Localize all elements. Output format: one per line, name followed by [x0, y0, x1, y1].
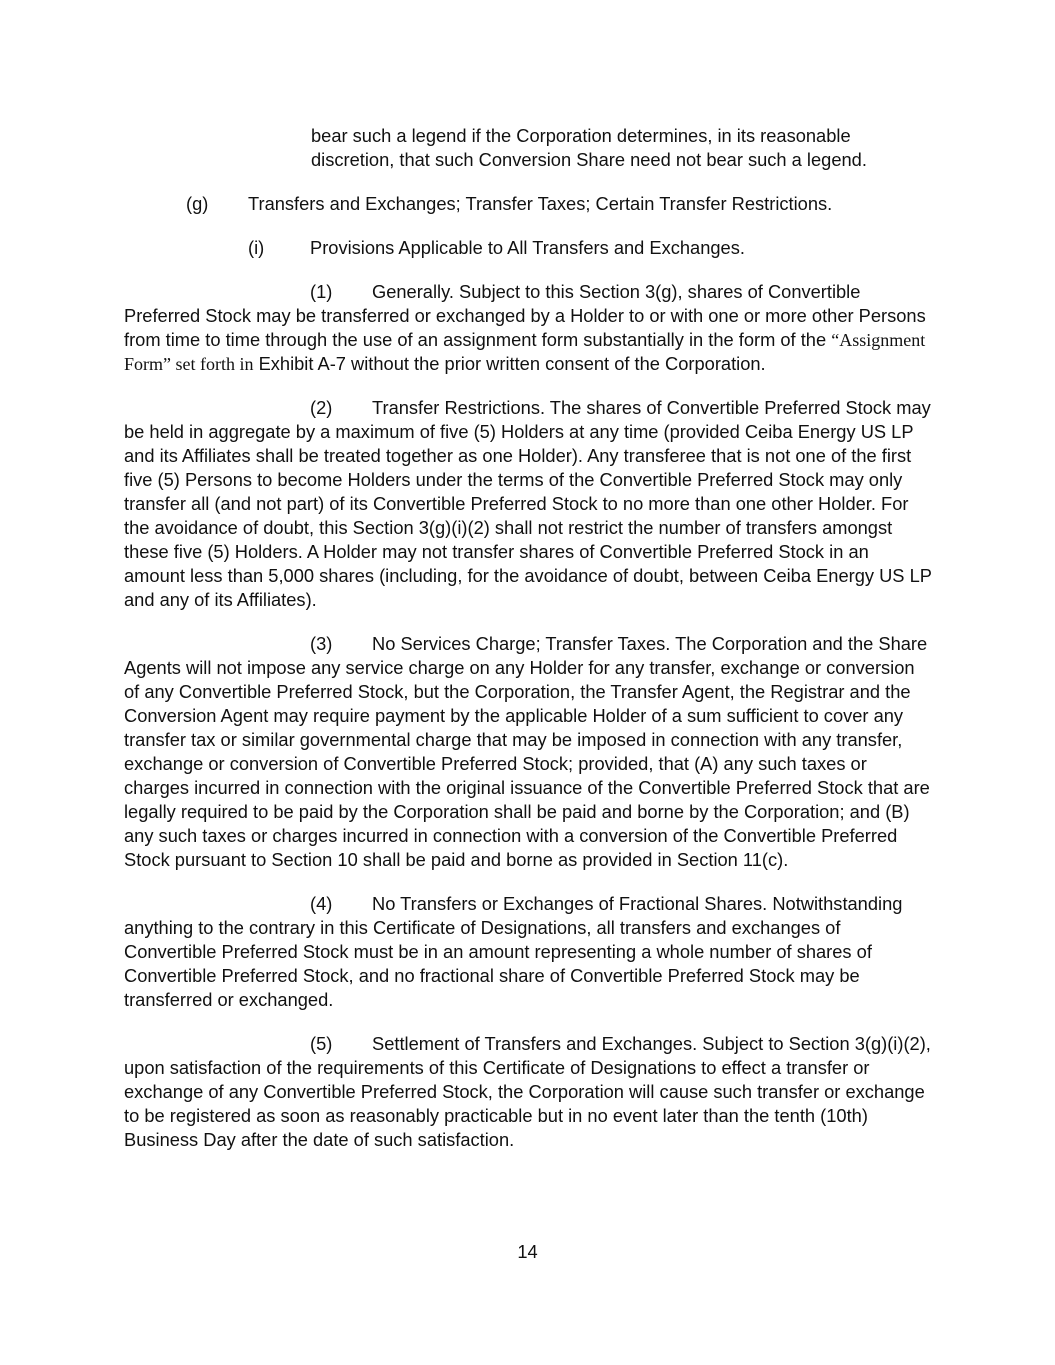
item-5-number: (5): [310, 1033, 333, 1054]
item-4-number: (4): [310, 893, 333, 914]
subsection-i-heading: [124, 236, 934, 260]
item-1-text-serif: “Assignment Form” set forth in: [124, 330, 926, 374]
item-3-text: No Services Charge; Transfer Taxes. The Corporation and the Share Agents will not impose any service charge on any Holder for any transfer, exchange or conversion of any Convertible Preferred Stock, but the Corporation, the Transfer Agent, the Registrar and the Conversion Agent may require payment by the applicable Holder of a sum sufficient to cover any transfer tax or similar governmental charge that may be imposed in connection with any transfer, exchange or conversion of Convertible Preferred Stock; provided, that (A) any such taxes or charges incurred in connection with the original issuance of the Convertible Preferred Stock that are legally required to be paid by the Corporation shall be paid and borne by the Corporation; and (B) any such taxes or charges incurred in connection with a conversion of the Convertible Preferred Stock pursuant to Section 10 shall be paid and borne as provided in Section 11(c).: [124, 633, 930, 870]
item-2-text: Transfer Restrictions. The shares of Convertible Preferred Stock may be held in aggregate by a maximum of five (5) Holders at any time (provided Ceiba Energy US LP and its Affiliates shall be treated together as one Holder). Any transferee that is not one of the first five (5) Persons to become Holders under the terms of the Convertible Preferred Stock may only transfer all (and not part) of its Convertible Preferred Stock to no more than one other Holder. For the avoidance of doubt, this Section 3(g)(i)(2) shall not restrict the number of transfers amongst these five (5) Holders. A Holder may not transfer shares of Convertible Preferred Stock in an amount less than 5,000 shares (including, for the avoidance of doubt, between Ceiba Energy US LP and any of its Affiliates).: [124, 397, 932, 610]
section-g-heading: [124, 192, 934, 216]
item-5-paragraph: [124, 1032, 934, 1152]
item-1-number: (1): [310, 281, 333, 302]
section-g-title: Transfers and Exchanges; Transfer Taxes; Certain Transfer Restrictions.: [248, 193, 833, 214]
item-3-paragraph: [124, 632, 934, 872]
item-1-text-b: Exhibit A-7 without the prior written consent of the Corporation.: [253, 353, 766, 374]
item-4-paragraph: [124, 892, 934, 1012]
item-4-text: No Transfers or Exchanges of Fractional Shares. Notwithstanding anything to the contrary in this Certificate of Designations, all transfers and exchanges of Convertible Preferred Stock must be in an amount representing a whole number of shares of Convertible Preferred Stock, and no fractional share of Convertible Preferred Stock may be transferred or exchanged.: [124, 893, 903, 1010]
item-1-paragraph: [124, 280, 934, 376]
item-3-number: (3): [310, 633, 333, 654]
document-page: [124, 124, 934, 1172]
item-5-text: Settlement of Transfers and Exchanges. Subject to Section 3(g)(i)(2), upon satisfaction of the requirements of this Certificate of Designations to effect a transfer or exchange of any Convertible Preferred Stock, the Corporation will cause such transfer or exchange to be registered as soon as reasonably practicable but in no event later than the tenth (10th) Business Day after the date of such satisfaction.: [124, 1033, 931, 1150]
page-number: 14: [517, 1241, 538, 1262]
subsection-i-number: (i): [248, 237, 265, 258]
item-2-number: (2): [310, 397, 333, 418]
subsection-i-title: Provisions Applicable to All Transfers and Exchanges.: [310, 237, 745, 258]
section-g-number: (g): [186, 193, 209, 214]
item-1-text-a: Generally. Subject to this Section 3(g), shares of Convertible Preferred Stock may be transferred or exchanged by a Holder to or with one or more other Persons from time to time through the use of an assignment form substantially in the form of the: [124, 281, 926, 350]
item-2-paragraph: [124, 396, 934, 612]
continuation-paragraph: bear such a legend if the Corporation determines, in its reasonable discretion, that such Conversion Share need not bear such a legend.: [311, 125, 867, 170]
